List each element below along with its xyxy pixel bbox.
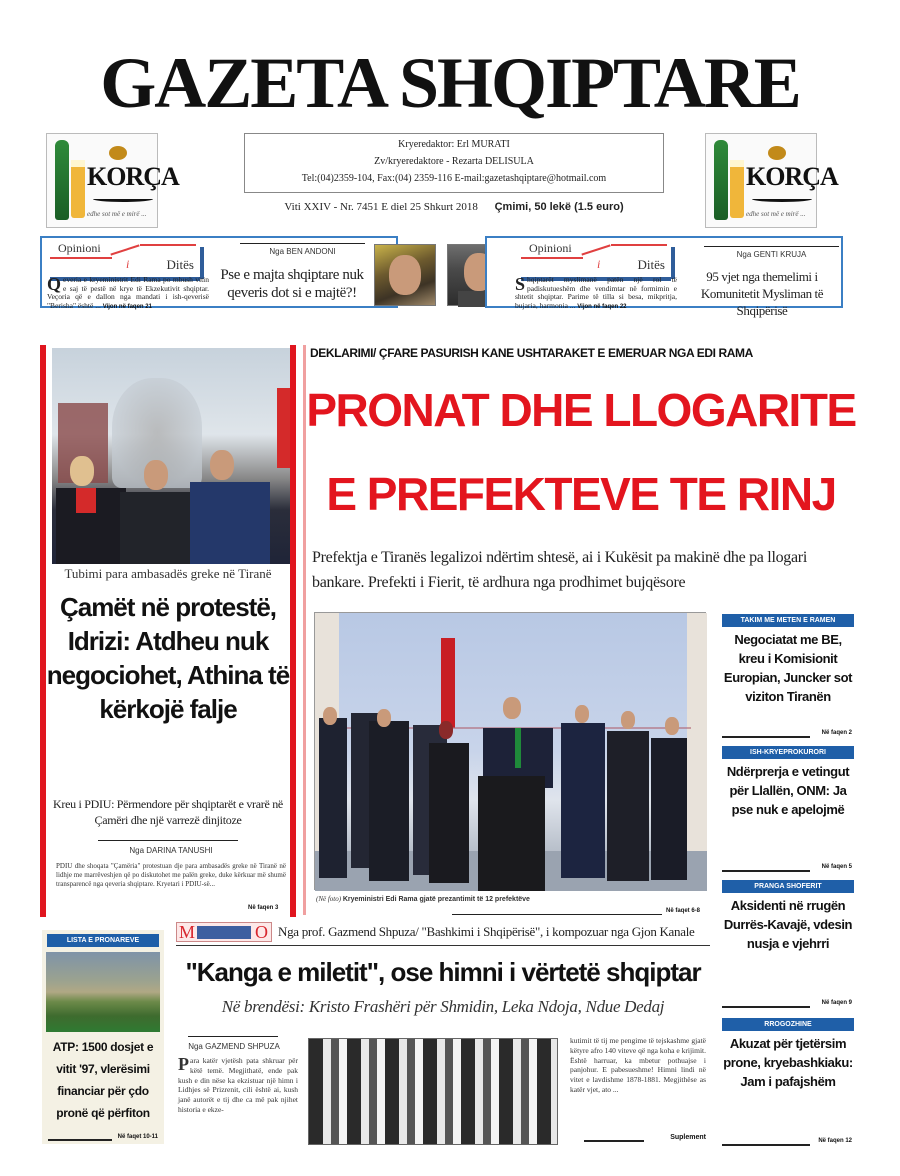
feature-text-col2: kutimit të tij me pengime të tejskashme gjatë këtyre afro 140 viteve që nga koha e krijimit. Është harruar, ka mbetur pothuajse i panjohur. E pabesueshme! Himni lindi në vitet e lavdishme 1878-1881. Megjithëse as katër vjet, ato ...	[570, 1036, 706, 1094]
divider	[98, 840, 238, 841]
opinion-text: everia e kryeministrit Edi Rama po mbush vitin e saj të pestë në krye të Ekzekutivit shqiptar. Veçoria që e dallon nga mandati i ish-qeverisë "Berisha" është ...	[47, 275, 209, 310]
continued-link[interactable]: Në faqen 3	[248, 905, 279, 911]
opinion-byline: Nga BEN ANDONI	[269, 247, 336, 256]
right-footer	[722, 1000, 852, 1008]
opinion-label-top: Opinioni	[58, 241, 101, 255]
divider	[240, 243, 365, 244]
right-footer	[722, 1138, 852, 1146]
continued-link[interactable]: Në faqet 10-11	[117, 1134, 158, 1140]
dropcap: S	[515, 274, 526, 294]
beer-bottle-icon	[55, 140, 69, 220]
feature-footer	[570, 1134, 706, 1144]
opinion-label	[521, 241, 671, 275]
korca-beer-ad-left	[46, 133, 179, 228]
continued-link[interactable]: Vijon në faqen 22	[577, 303, 627, 310]
feature-headline[interactable]: "Kanga e miletit", ose himni i vërtetë shqiptar	[185, 957, 701, 987]
main-headline-line-2: E PREFEKTEVE TE RINJ	[326, 468, 836, 520]
beer-glass-icon	[71, 160, 85, 218]
right-headline[interactable]: Akuzat për tjetërsim prone, kryebashkiaku: Jam i pafajshëm	[723, 1036, 853, 1089]
ad-brand: KORÇA	[746, 162, 838, 191]
left-story-text: PDIU dhe shoqata "Çamëria" protestuan dje para ambasadës greke në Tiranë në lidhje me marrëveshjen që po diskutohet me palën greke, duke kërkuar më shumë transparencë nga qeveria shqiptare. Kryetari i PDIU-së...	[56, 862, 286, 888]
ad-swoosh	[93, 196, 153, 202]
protest-photo	[52, 348, 290, 564]
farmland-photo	[46, 952, 160, 1032]
feature-byline: Nga GAZMEND SHPUZA	[188, 1042, 280, 1051]
historic-band-photo	[308, 1038, 558, 1145]
section-tag: RROGOZHINE	[722, 1018, 854, 1031]
section-tag: LISTA E PRONAREVE	[47, 934, 159, 947]
continued-link[interactable]: Në faqet 6-8	[666, 908, 701, 914]
opinion-label	[50, 241, 200, 275]
right-headline[interactable]: Aksidenti në rrugën Durrës-Kavajë, vdesin nusja e vjehrri	[723, 898, 853, 951]
ad-swoosh	[752, 196, 812, 202]
ad-slogan: edhe sot më e mirë ...	[87, 210, 147, 218]
opinion-label-top: Opinioni	[529, 241, 572, 255]
opinion-label-bottom: Ditës	[637, 257, 665, 272]
lista-pronareve-box	[42, 930, 164, 1144]
right-footer	[722, 730, 852, 738]
lista-headline[interactable]: ATP: 1500 dosjet e vitit '97, vlerësimi financiar për çdo pronë që përfiton	[52, 1040, 154, 1120]
divider	[176, 945, 710, 946]
lista-footer	[48, 1134, 158, 1142]
hop-emblem-icon	[768, 146, 786, 160]
feature-text: ara katër vjetësh pata shkruar për këtë temë. Megjithatë, ende pak kush e din nëse ka ekzistuar një himn i Lidhjes së Prizrenit, cili është ai, kush janë autorët e tij dhe ca më pak njihet historia e ekze-	[178, 1056, 298, 1114]
mozaik-letter-m: M	[179, 922, 196, 942]
continued-link[interactable]: Në faqen 9	[821, 1000, 852, 1006]
continued-link[interactable]: Në faqen 5	[821, 864, 852, 870]
korca-beer-ad-right	[705, 133, 838, 228]
feature-text-col1	[178, 1056, 298, 1115]
ad-slogan: edhe sot më e mirë ...	[746, 210, 806, 218]
issue-line	[244, 201, 664, 213]
main-kicker: DEKLARIMI/ ÇFARE PASURISH KANE USHTARAKET E EMERUAR NGA EDI RAMA	[310, 346, 753, 360]
main-photo-caption	[316, 895, 530, 903]
author-portrait-ben-andoni	[374, 244, 436, 306]
editor-in-chief: Kryeredaktor: Erl MURATI	[398, 139, 510, 150]
mozaik-section-logo	[176, 922, 272, 942]
dropcap: Q	[47, 274, 62, 294]
right-footer	[722, 864, 852, 872]
continued-link[interactable]: Në faqen 12	[818, 1138, 852, 1144]
section-tag: TAKIM ME METEN E RAMEN	[722, 614, 854, 627]
opinion-label-i: i	[597, 257, 601, 271]
opinion-label-i: i	[126, 257, 130, 271]
section-tag: PRANGA SHOFERIT	[722, 880, 854, 893]
ad-brand: KORÇA	[87, 162, 179, 191]
feature-subhead: Në brendësi: Kristo Frashëri për Shmidin, Leka Ndoja, Ndue Dedaj	[221, 997, 665, 1016]
beer-bottle-icon	[714, 140, 728, 220]
mozaik-emblem-icon	[197, 926, 251, 939]
divider	[452, 914, 662, 915]
opinion-text: hqiptarët myslimanë patën një rol të padiskutueshëm dhe vendimtar në formimin e shtetit shqiptar. Parime të tilla si besa, mikpritja, bujaria, harmonia ...	[515, 275, 677, 310]
continued-link[interactable]: Në faqen 2	[821, 730, 852, 736]
left-story-byline: Nga DARINA TANUSHI	[129, 846, 213, 855]
supplement-link[interactable]: Suplement	[670, 1134, 706, 1141]
main-headline[interactable]	[306, 368, 856, 536]
right-headline[interactable]: Ndërprerja e vetingut për Llallën, ONM: Ja pse nuk e apelojmë	[726, 764, 850, 817]
issue-number-date: Viti XXIV - Nr. 7451 E diel 25 Shkurt 2018	[284, 201, 478, 213]
hop-emblem-icon	[109, 146, 127, 160]
divider	[704, 246, 839, 247]
mozaik-letter-o: O	[255, 922, 268, 942]
feature-kicker: Nga prof. Gazmend Shpuza/ "Bashkimi i Shqipërisë", i kompozuar nga Gjon Kanale	[278, 924, 695, 939]
opinion-headline[interactable]: 95 vjet nga themelimi i Komunitetit Mysliman të Shqipërisë	[700, 269, 824, 318]
main-headline-line-1: PRONAT DHE LLOGARITE	[306, 384, 856, 436]
editorial-info-box	[244, 133, 664, 193]
opinion-byline: Nga GENTI KRUJA	[736, 250, 807, 259]
deputy-editor: Zv/kryeredaktore - Rezarta DELISULA	[374, 156, 534, 167]
photo-caption: Tubimi para ambasadës greke në Tiranë	[64, 566, 272, 581]
prefects-photo	[314, 612, 706, 890]
left-story-subhead: Kreu i PDIU: Përmendore për shqiptarët e vrarë në Çamëri dhe një varrezë dinjitoze	[53, 797, 283, 827]
opinion-excerpt	[47, 276, 209, 311]
opinion-label-bottom: Ditës	[166, 257, 194, 272]
caption-label: (Në foto)	[316, 895, 342, 903]
section-tag: ISH-KRYEPROKURORI	[722, 746, 854, 759]
left-story-headline[interactable]: Çamët në protestë, Idrizi: Atdheu nuk negociohet, Athina të kërkojë falje	[46, 592, 290, 724]
main-lead: Prefektja e Tiranës legalizoi ndërtim shtesë, ai i Kukësit pa makinë dhe pa llogari bankare. Prefekti i Fierit, të ardhura nga prodhimet bujqësore	[312, 549, 807, 591]
contact-info: Tel:(04)2359-104, Fax:(04) 2359-116 E-mail:gazetashqiptare@hotmail.com	[301, 173, 607, 184]
issue-price: Çmimi, 50 lekë (1.5 euro)	[494, 201, 624, 213]
continued-link[interactable]: Vijon në faqen 21	[102, 303, 152, 310]
right-headline[interactable]: Negociatat me BE, kreu i Komisionit Europian, Juncker sot viziton Tiranën	[723, 632, 853, 704]
dropcap: P	[178, 1054, 189, 1074]
divider	[188, 1036, 278, 1037]
beer-glass-icon	[730, 160, 744, 218]
opinion-headline[interactable]: Pse e majta shqiptare nuk qeveris dot si e majtë?!	[220, 267, 364, 301]
caption-text: Kryeministri Edi Rama gjatë prezantimit të 12 prefektëve	[342, 896, 530, 903]
opinion-excerpt	[515, 276, 677, 311]
masthead-title: GAZETA SHQIPTARE	[100, 43, 800, 123]
